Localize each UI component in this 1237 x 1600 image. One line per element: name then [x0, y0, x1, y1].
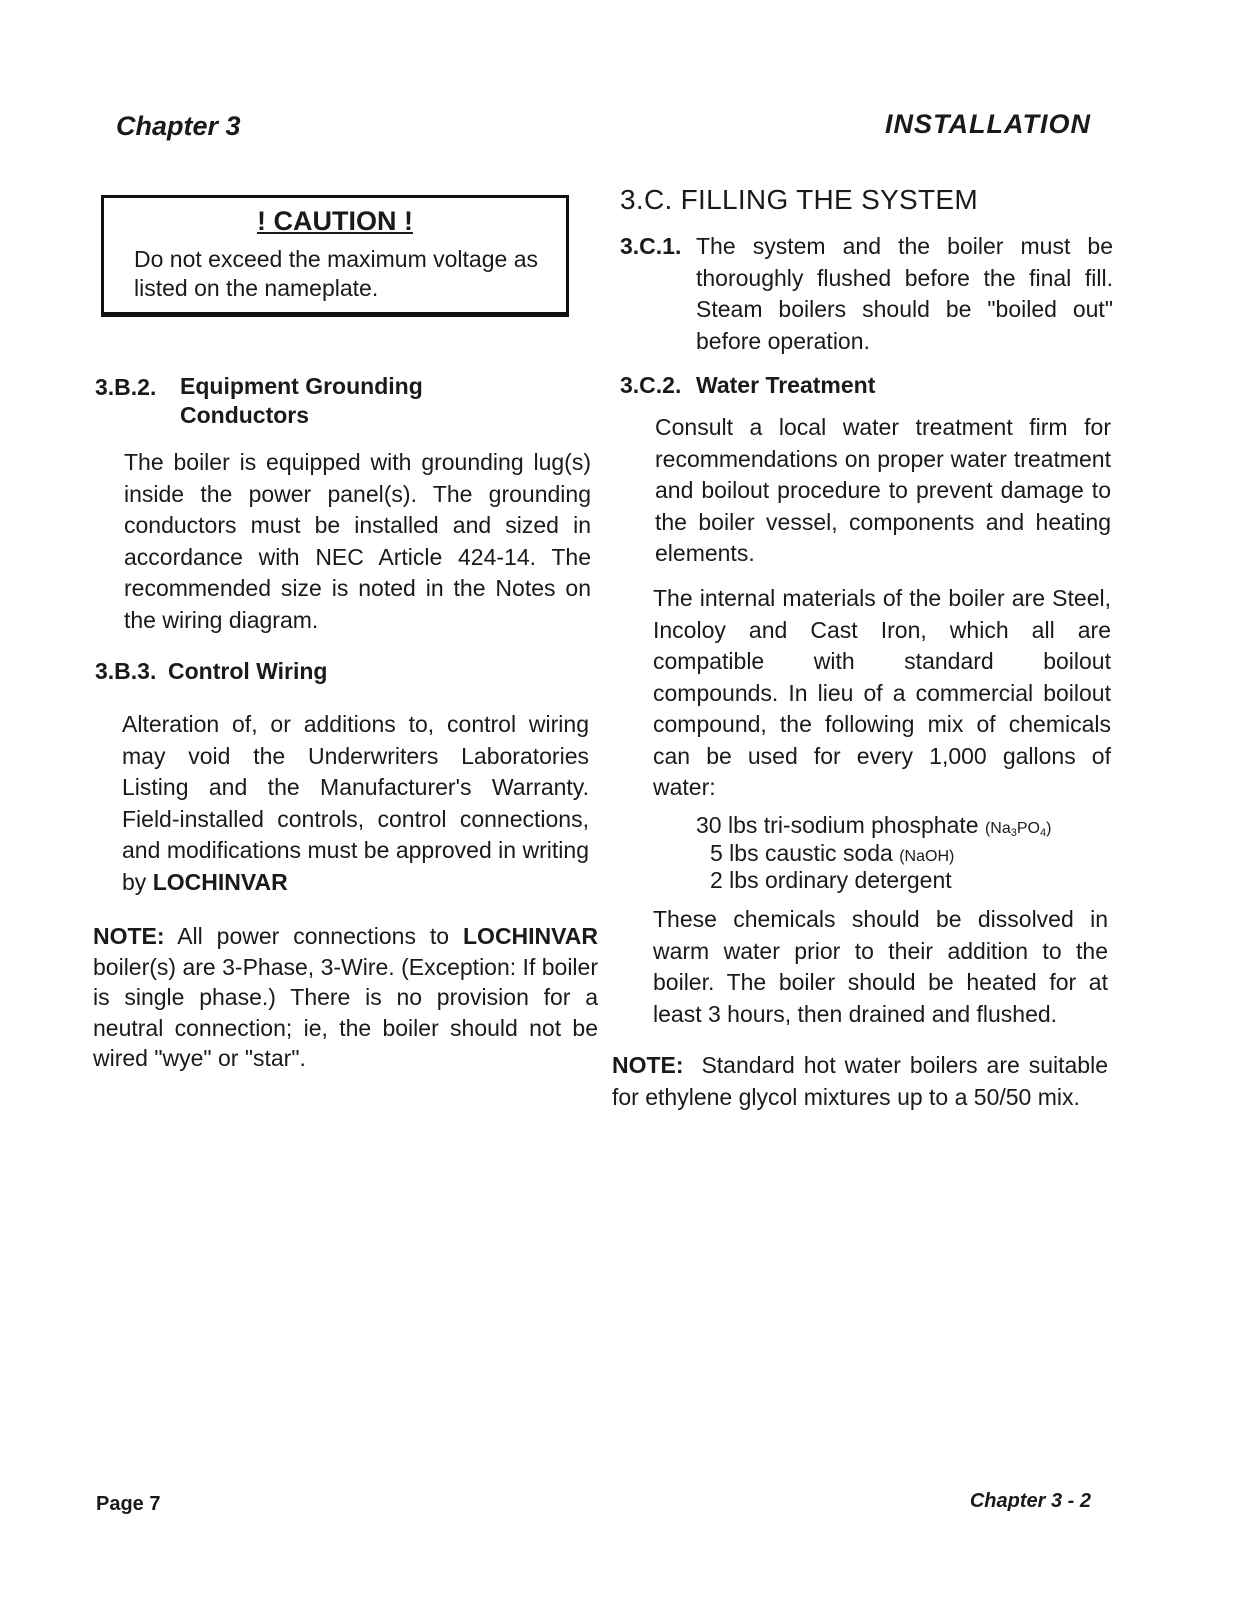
power-note-label: NOTE: [93, 923, 165, 949]
section-heading: INSTALLATION [885, 109, 1091, 139]
power-note-text-a: All power connections to [177, 923, 450, 949]
glycol-note-label: NOTE: [612, 1052, 684, 1078]
chemical-item-1-formula: $(Na_3PO_4)$ [984, 820, 1052, 839]
section-number-3c2: 3.C.2. [620, 372, 682, 398]
section-title-3b2-line1: Equipment Grounding [180, 373, 423, 399]
power-note-brand: LOCHINVAR [463, 923, 599, 949]
water-treatment-para2: The internal materials of the boiler are Steel, Incoloy and Cast Iron, which all are compatible with standard boilout compounds. In lieu of a commercial boilout compound, the following mix of chemicals can be used for every 1,000 gallons of water: [653, 585, 1111, 800]
chemical-item-3: 2 lbs ordinary detergent [710, 867, 952, 893]
section-title-3b3: Control Wiring [168, 658, 328, 684]
control-wiring-body [122, 709, 589, 898]
power-note [93, 921, 598, 1074]
page-number: Page 7 [96, 1493, 161, 1515]
chemical-item-1-text: 30 lbs tri-sodium phosphate [696, 812, 979, 838]
control-wiring-text: Alteration of, or additions to, control wiring may void the Underwriters Laboratories Listing and the Manufacturer's Warranty. Field-installed controls, control connections, and modifications must be approved in writing by [122, 711, 589, 895]
section-number-3b3: 3.B.3. [95, 658, 157, 684]
chemical-item-2-text: 5 lbs caustic soda [710, 840, 893, 866]
water-treatment-para3: These chemicals should be dissolved in warm water prior to their addition to the boiler. The boiler should be heated for at least 3 hours, then drained and flushed. [653, 906, 1108, 1027]
caution-title: ! CAUTION ! [257, 206, 413, 236]
chapter-heading: Chapter 3 [116, 111, 241, 141]
grounding-body: The boiler is equipped with grounding lug(s) inside the power panel(s). The grounding conductors must be installed and sized in accordance with NEC Article 424-14. The recommended size is noted in the Notes on the wiring diagram. [124, 449, 591, 633]
section-title-3b2 [180, 372, 423, 430]
power-note-text-b: boiler(s) are 3-Phase, 3-Wire. (Exception: If boiler is single phase.) There is no provision for a neutral connection; ie, the boiler should not be wired "wye" or "star". [93, 953, 598, 1071]
section-number-3c1: 3.C.1. [620, 233, 682, 259]
section-title-3b2-line2: Conductors [180, 402, 310, 428]
glycol-note [612, 1050, 1108, 1113]
glycol-note-text: Standard hot water boilers are suitable for ethylene glycol mixtures up to a 50/50 mix. [612, 1052, 1108, 1110]
water-treatment-para1: Consult a local water treatment firm for recommendations on proper water treatment and boilout procedure to prevent damage to the boiler vessel, components and heating elements. [655, 414, 1111, 566]
flushing-body: The system and the boiler must be thoroughly flushed before the final fill. Steam boilers should be "boiled out" before operation. [696, 233, 1113, 354]
section-number-3b2: 3.B.2. [95, 374, 157, 400]
caution-box [101, 195, 569, 317]
chemical-item-2-formula: (NaOH) [899, 848, 955, 865]
caution-text: Do not exceed the maximum voltage as listed on the nameplate. [134, 246, 538, 301]
section-heading-3c: 3.C. FILLING THE SYSTEM [620, 184, 979, 215]
chapter-page-number: Chapter 3 - 2 [969, 1490, 1091, 1512]
control-wiring-brand: LOCHINVAR [152, 868, 288, 895]
section-title-3c2: Water Treatment [696, 372, 876, 398]
